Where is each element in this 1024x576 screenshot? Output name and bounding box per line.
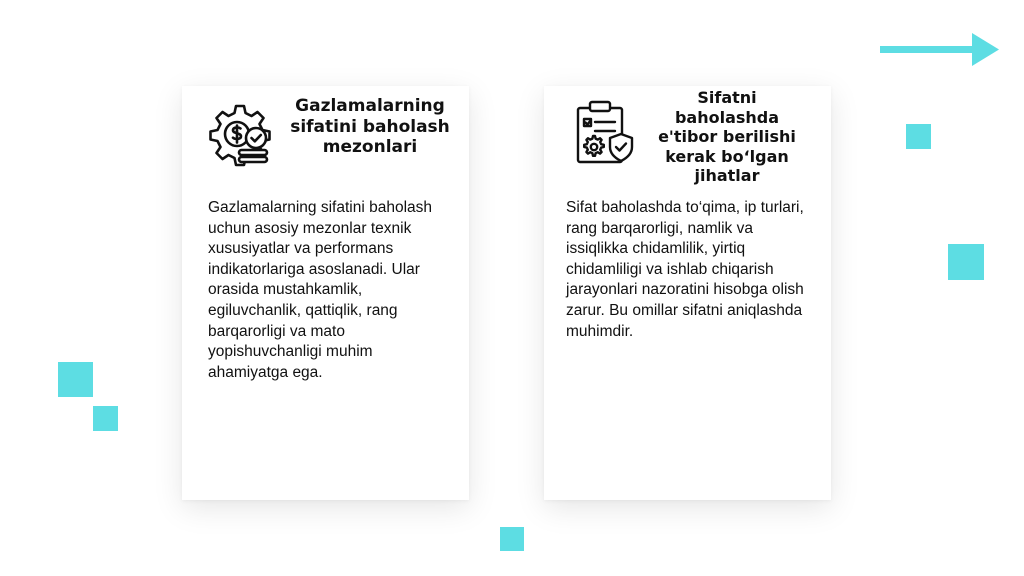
decorative-square — [93, 406, 118, 431]
decorative-square — [58, 362, 93, 397]
card-body: Sifat baholashda to‘qima, ip turlari, rang barqarorligi, namlik va issiqlikka chidamlilik, yirtiq chidamliligi va ishlab chiqarish jarayonlari nazoratini hisobga olish zarur. Bu omillar sifatni aniqlashda muhimdir. — [566, 199, 804, 340]
clipboard-checklist-shield-icon — [574, 98, 638, 166]
arrow-right-icon — [878, 30, 1002, 70]
aspects-card — [544, 86, 831, 500]
decorative-square — [906, 124, 931, 149]
criteria-card — [182, 86, 469, 500]
decorative-square — [500, 527, 524, 551]
card-body: Gazlamalarning sifatini baholash uchun asosiy mezonlar texnik xususiyatlar va performans indikatorlariga asoslanadi. Ular orasida mustahkamlik, egiluvchanlik, qattiqlik, rang barqarorligi va mato yopishuvchanligi muhim ahamiyatga ega. — [208, 199, 433, 381]
card-title: Gazlamalarning sifatini baholash mezonlari — [290, 96, 450, 158]
decorative-square — [948, 244, 984, 280]
gear-dollar-check-icon — [206, 102, 272, 168]
card-title: Sifatni baholashda e'tibor berilishi kerak bo‘lgan jihatlar — [658, 88, 796, 186]
